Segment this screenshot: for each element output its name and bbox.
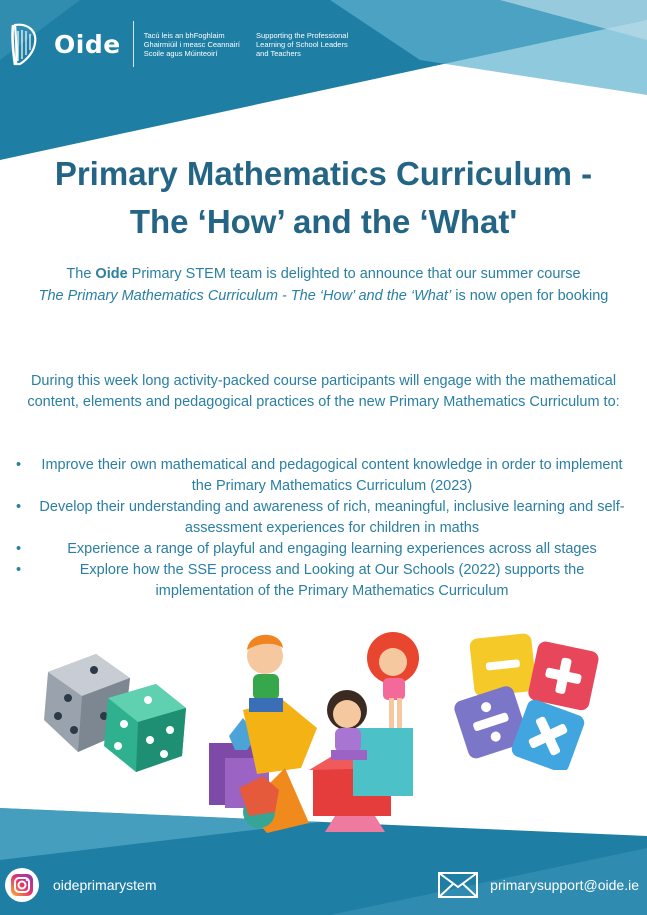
dice-illustration: [38, 650, 193, 775]
harp-icon: [10, 21, 40, 67]
list-item: • Develop their understanding and awareness of rich, meaningful, inclusive learning and self-assessment experiences for children in maths: [16, 499, 625, 536]
instagram-handle[interactable]: oideprimarystem: [53, 877, 157, 893]
lead-paragraph: During this week long activity-packed course participants will engage with the mathematical content, elements and pedagogical practices of the new Primary Mathematics Curriculum to:: [27, 373, 620, 410]
page-title: [0, 150, 647, 246]
email-link[interactable]: [438, 872, 639, 898]
objectives-list: [10, 455, 640, 602]
bullet-icon: •: [16, 499, 22, 515]
intro-paragraph: The Oide Primary STEM team is delighted to announce that our summer course The Primary Mathematics Curriculum - The ‘How’ and the ‘What’ is now open for booking: [38, 266, 609, 304]
list-item: • Explore how the SSE process and Looking at Our Schools (2022) supports the implementation of the Primary Mathematics Curriculum: [16, 562, 585, 599]
bullet-icon: •: [16, 562, 22, 578]
mail-icon: [438, 872, 478, 898]
title-line-1: Primary Mathematics Curriculum -: [54, 155, 593, 192]
tagline-english: Supporting the Professional Learning of School Leaders and Teachers: [255, 30, 349, 58]
instagram-icon: [5, 868, 39, 902]
tagline-irish: Tacú leis an bhFoghlaim Ghairmiúil i measc Ceannairí Scoile agus Múinteoirí: [143, 30, 240, 58]
intro-bold-oide: Oide: [95, 266, 128, 282]
intro-course-title: The Primary Mathematics Curriculum - The ‘How’ and the ‘What’: [38, 288, 452, 304]
children-shapes-illustration: [205, 618, 435, 838]
list-item: • Experience a range of playful and engaging learning experiences across all stages: [10, 539, 640, 560]
math-symbols-illustration: [452, 630, 612, 770]
list-item: • Improve their own mathematical and pedagogical content knowledge in order to implement the Primary Mathematics Curriculum (2023): [16, 457, 623, 494]
logo-wordmark: Oide: [54, 29, 121, 59]
title-line-2: The ‘How’ and the ‘What': [129, 203, 518, 240]
logo-divider: [133, 21, 134, 67]
bullet-icon: •: [16, 541, 22, 557]
oide-logo: [10, 18, 348, 70]
instagram-link[interactable]: [5, 868, 156, 902]
bullet-icon: •: [16, 457, 22, 473]
contact-email[interactable]: primarysupport@oide.ie: [490, 877, 639, 893]
